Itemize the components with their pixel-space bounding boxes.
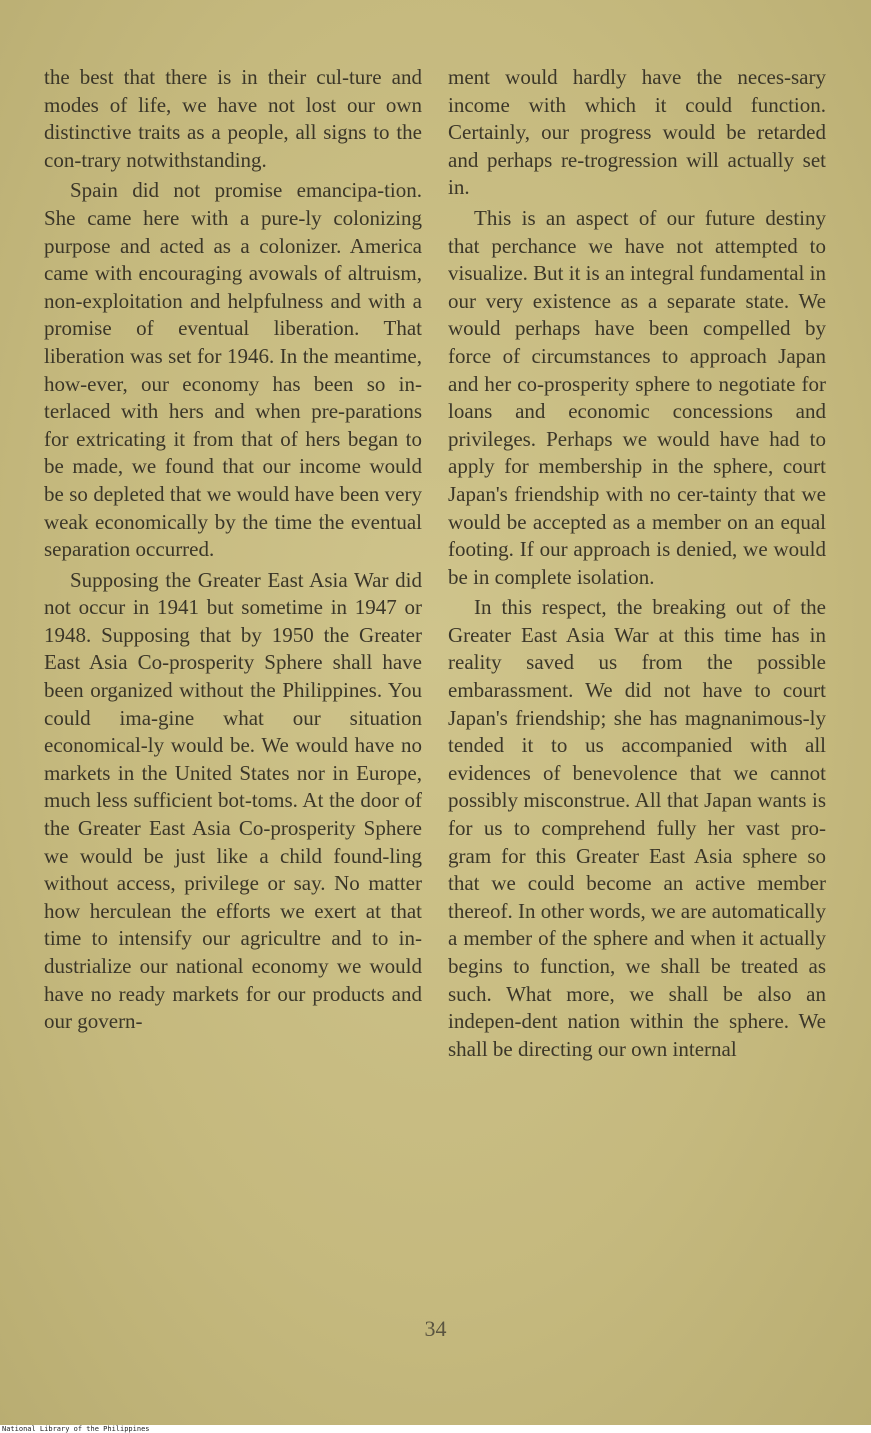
- footer-bar: [0, 1425, 871, 1433]
- paragraph: Spain did not promise emancipa-tion. She came here with a pure-ly colonizing purpose and acted as a colonizer. America came with encouraging avowals of altruism, non-exploitation and helpfulness and with a promise of eventual liberation. That liberation was set for 1946. In the meantime, how-ever, our economy has been so in-terlaced with hers and when pre-parations for extricating it from that of hers began to be made, we found that our income would be so depleted that we would have been very weak economically by the time the eventual separation occurred.: [44, 178, 422, 562]
- page-number: 34: [424, 1316, 447, 1341]
- paragraph: In this respect, the breaking out of the Greater East Asia War at this time has in reality saved us from the possible embarassment. We did not have to court Japan's friendship; she has magnanimous-ly tended it to us accompanied with all evidences of benevolence that we cannot possibly misconstrue. All that Japan wants is for us to comprehend fully her vast pro-gram for this Greater East Asia sphere so that we could become an active member thereof. In other words, we are automatically a member of the sphere and when it actually begins to function, we shall be treated as such. What more, we shall be also an indepen-dent nation within the sphere. We shall be directing our own internal: [448, 595, 826, 1061]
- right-text-column: [448, 64, 826, 1066]
- left-text-column: [44, 64, 422, 1039]
- paragraph: the best that there is in their cul-ture and modes of life, we have not lost our own distinctive traits as a people, all signs to the con-trary notwithstanding.: [44, 65, 422, 172]
- paragraph: ment would hardly have the neces-sary income with which it could function. Certainly, our progress would be retarded and perhaps re-trogression will actually set in.: [448, 65, 826, 200]
- footer-credit: National Library of the Philippines: [2, 1425, 150, 1433]
- paragraph: Supposing the Greater East Asia War did not occur in 1941 but sometime in 1947 or 1948. Supposing that by 1950 the Greater East Asia Co-prosperity Sphere shall have been organized without the Philippines. You could ima-gine what our situation economical-ly would be. We would have no markets in the United States nor in Europe, much less sufficient bot-toms. At the door of the Greater East Asia Co-prosperity Sphere we would be just like a child found-ling without access, privilege or say. No matter how herculean the efforts we exert at that time to intensify our agricultre and to in-dustrialize our national economy we would have no ready markets for our products and our govern-: [44, 567, 422, 1034]
- paragraph: This is an aspect of our future destiny that perchance we have not attempted to visualize. But it is an integral fundamental in our very existence as a separate state. We would perhaps have been compelled by force of circumstances to approach Japan and her co-prosperity sphere to negotiate for loans and economic concessions and privileges. Perhaps we would have had to apply for membership in the sphere, court Japan's friendship with no cer-tainty that we would be accepted as a member on an equal footing. If our approach is denied, we would be in complete isolation.: [448, 205, 826, 589]
